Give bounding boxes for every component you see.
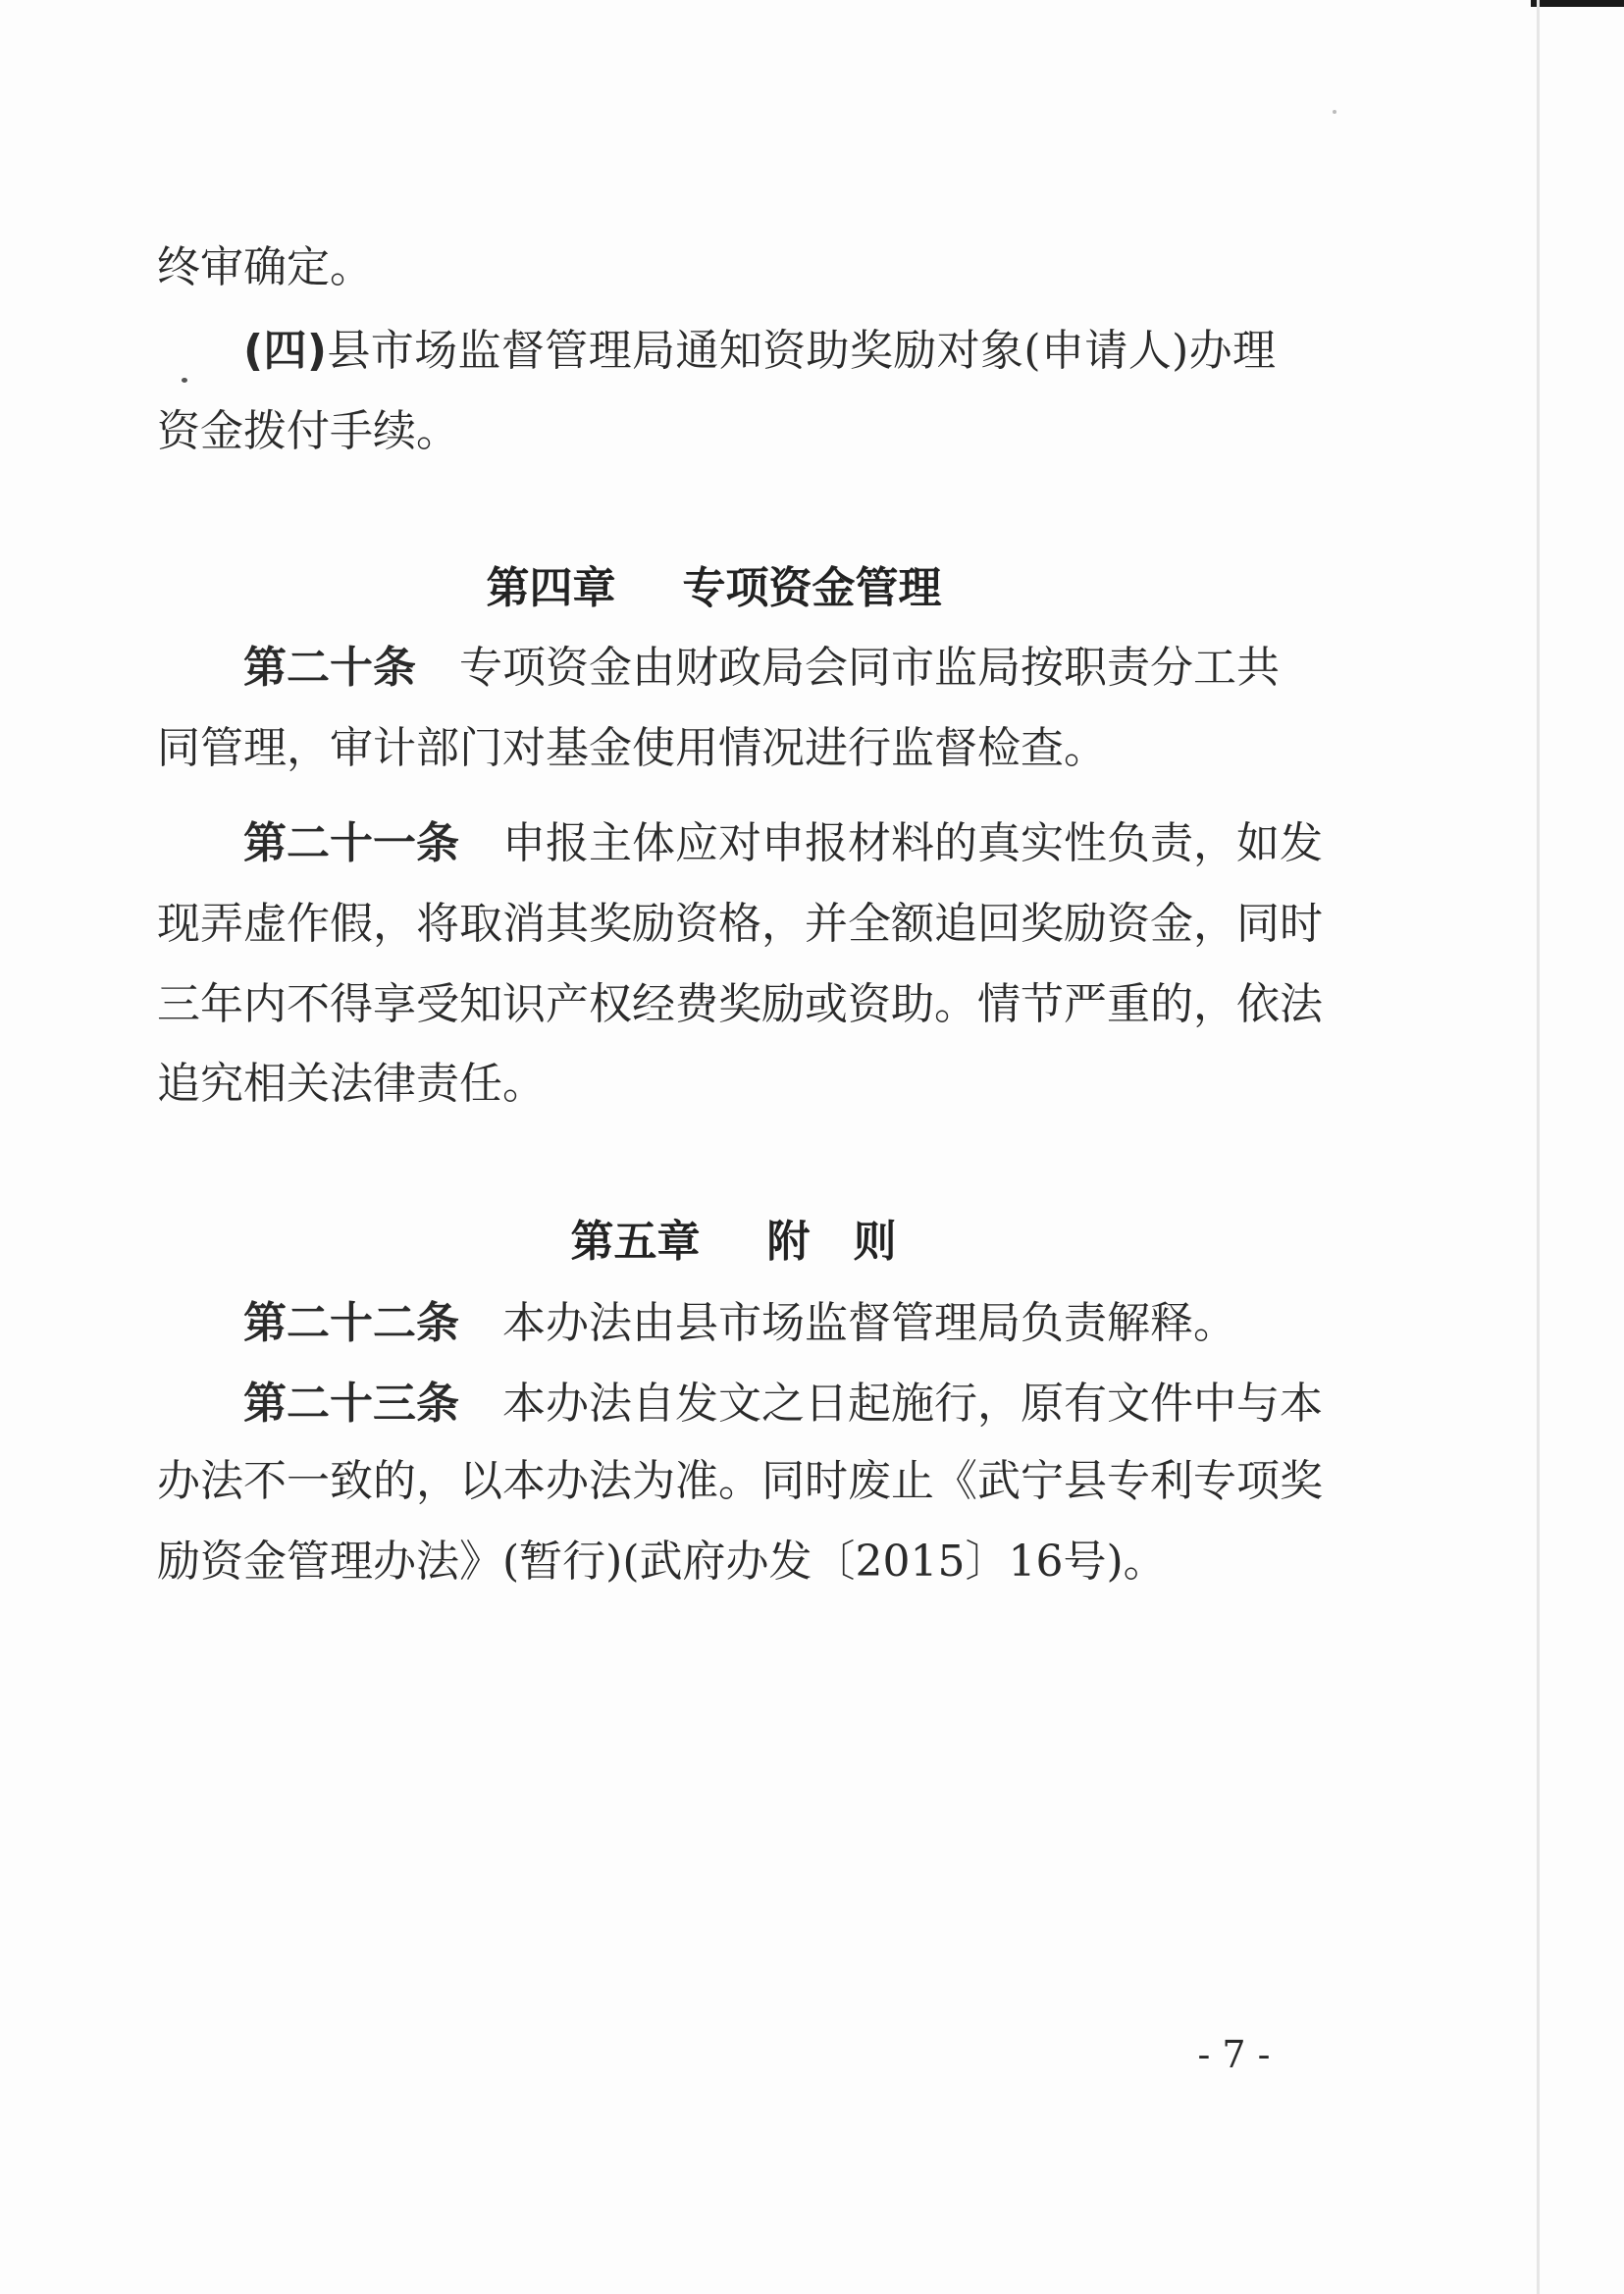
scan-edge-mark (1531, 0, 1624, 7)
text-line (157, 402, 1276, 461)
line-text: 励资金管理办法》(暂行)(武府办发〔2015〕16号)。 (157, 1537, 1167, 1587)
line-text: 办法不一致的，以本办法为准。同时废止《武宁县专利专项奖 (157, 1456, 1323, 1506)
article-label: 第二十二条 (243, 1298, 459, 1348)
line-text: 现弄虚作假，将取消其奖励资格，并全额追回奖励资金，同时 (157, 899, 1323, 949)
text-line (243, 322, 1276, 381)
text-line (157, 1055, 1276, 1114)
page-number: - 7 - (1197, 2033, 1271, 2076)
line-text: 资金拨付手续。 (157, 406, 459, 456)
text-line (243, 814, 1323, 873)
text-line (243, 1294, 1276, 1353)
chapter-4-heading (0, 559, 1428, 618)
article-label: 第二十三条 (243, 1379, 459, 1429)
line-text: 本办法由县市场监督管理局负责解释。 (459, 1298, 1236, 1348)
line-text: 县市场监督管理局通知资助奖励对象(申请人)办理 (326, 326, 1276, 376)
chapter-5-heading (20, 1213, 1447, 1272)
chapter-title: 附 则 (766, 1217, 897, 1267)
line-text: 申报主体应对申报材料的真实性负责，如发 (459, 818, 1323, 868)
page-edge-shadow (1537, 0, 1540, 2294)
text-line (243, 1375, 1323, 1434)
text-line (157, 238, 1276, 297)
text-line (157, 1452, 1323, 1511)
line-text: 同管理，审计部门对基金使用情况进行监督检查。 (157, 723, 1107, 773)
line-text: 专项资金由财政局会同市监局按职责分工共 (416, 643, 1280, 693)
chapter-number: 第四章 (486, 563, 616, 613)
scan-speck (1333, 110, 1336, 114)
chapter-number: 第五章 (570, 1217, 701, 1267)
article-label: (四) (243, 326, 327, 376)
scan-speck (182, 378, 187, 383)
text-line (157, 1533, 1276, 1591)
article-label: 第二十一条 (243, 818, 459, 868)
text-line (243, 639, 1280, 698)
line-text: 本办法自发文之日起施行，原有文件中与本 (459, 1379, 1323, 1429)
text-line (157, 719, 1276, 778)
line-text: 三年内不得享受知识产权经费奖励或资助。情节严重的，依法 (157, 979, 1323, 1029)
chapter-title: 专项资金管理 (682, 563, 942, 613)
article-label: 第二十条 (243, 643, 416, 693)
line-text: 追究相关法律责任。 (157, 1059, 546, 1109)
text-line (157, 975, 1323, 1034)
text-line (157, 895, 1323, 954)
line-text: 终审确定。 (157, 242, 373, 292)
